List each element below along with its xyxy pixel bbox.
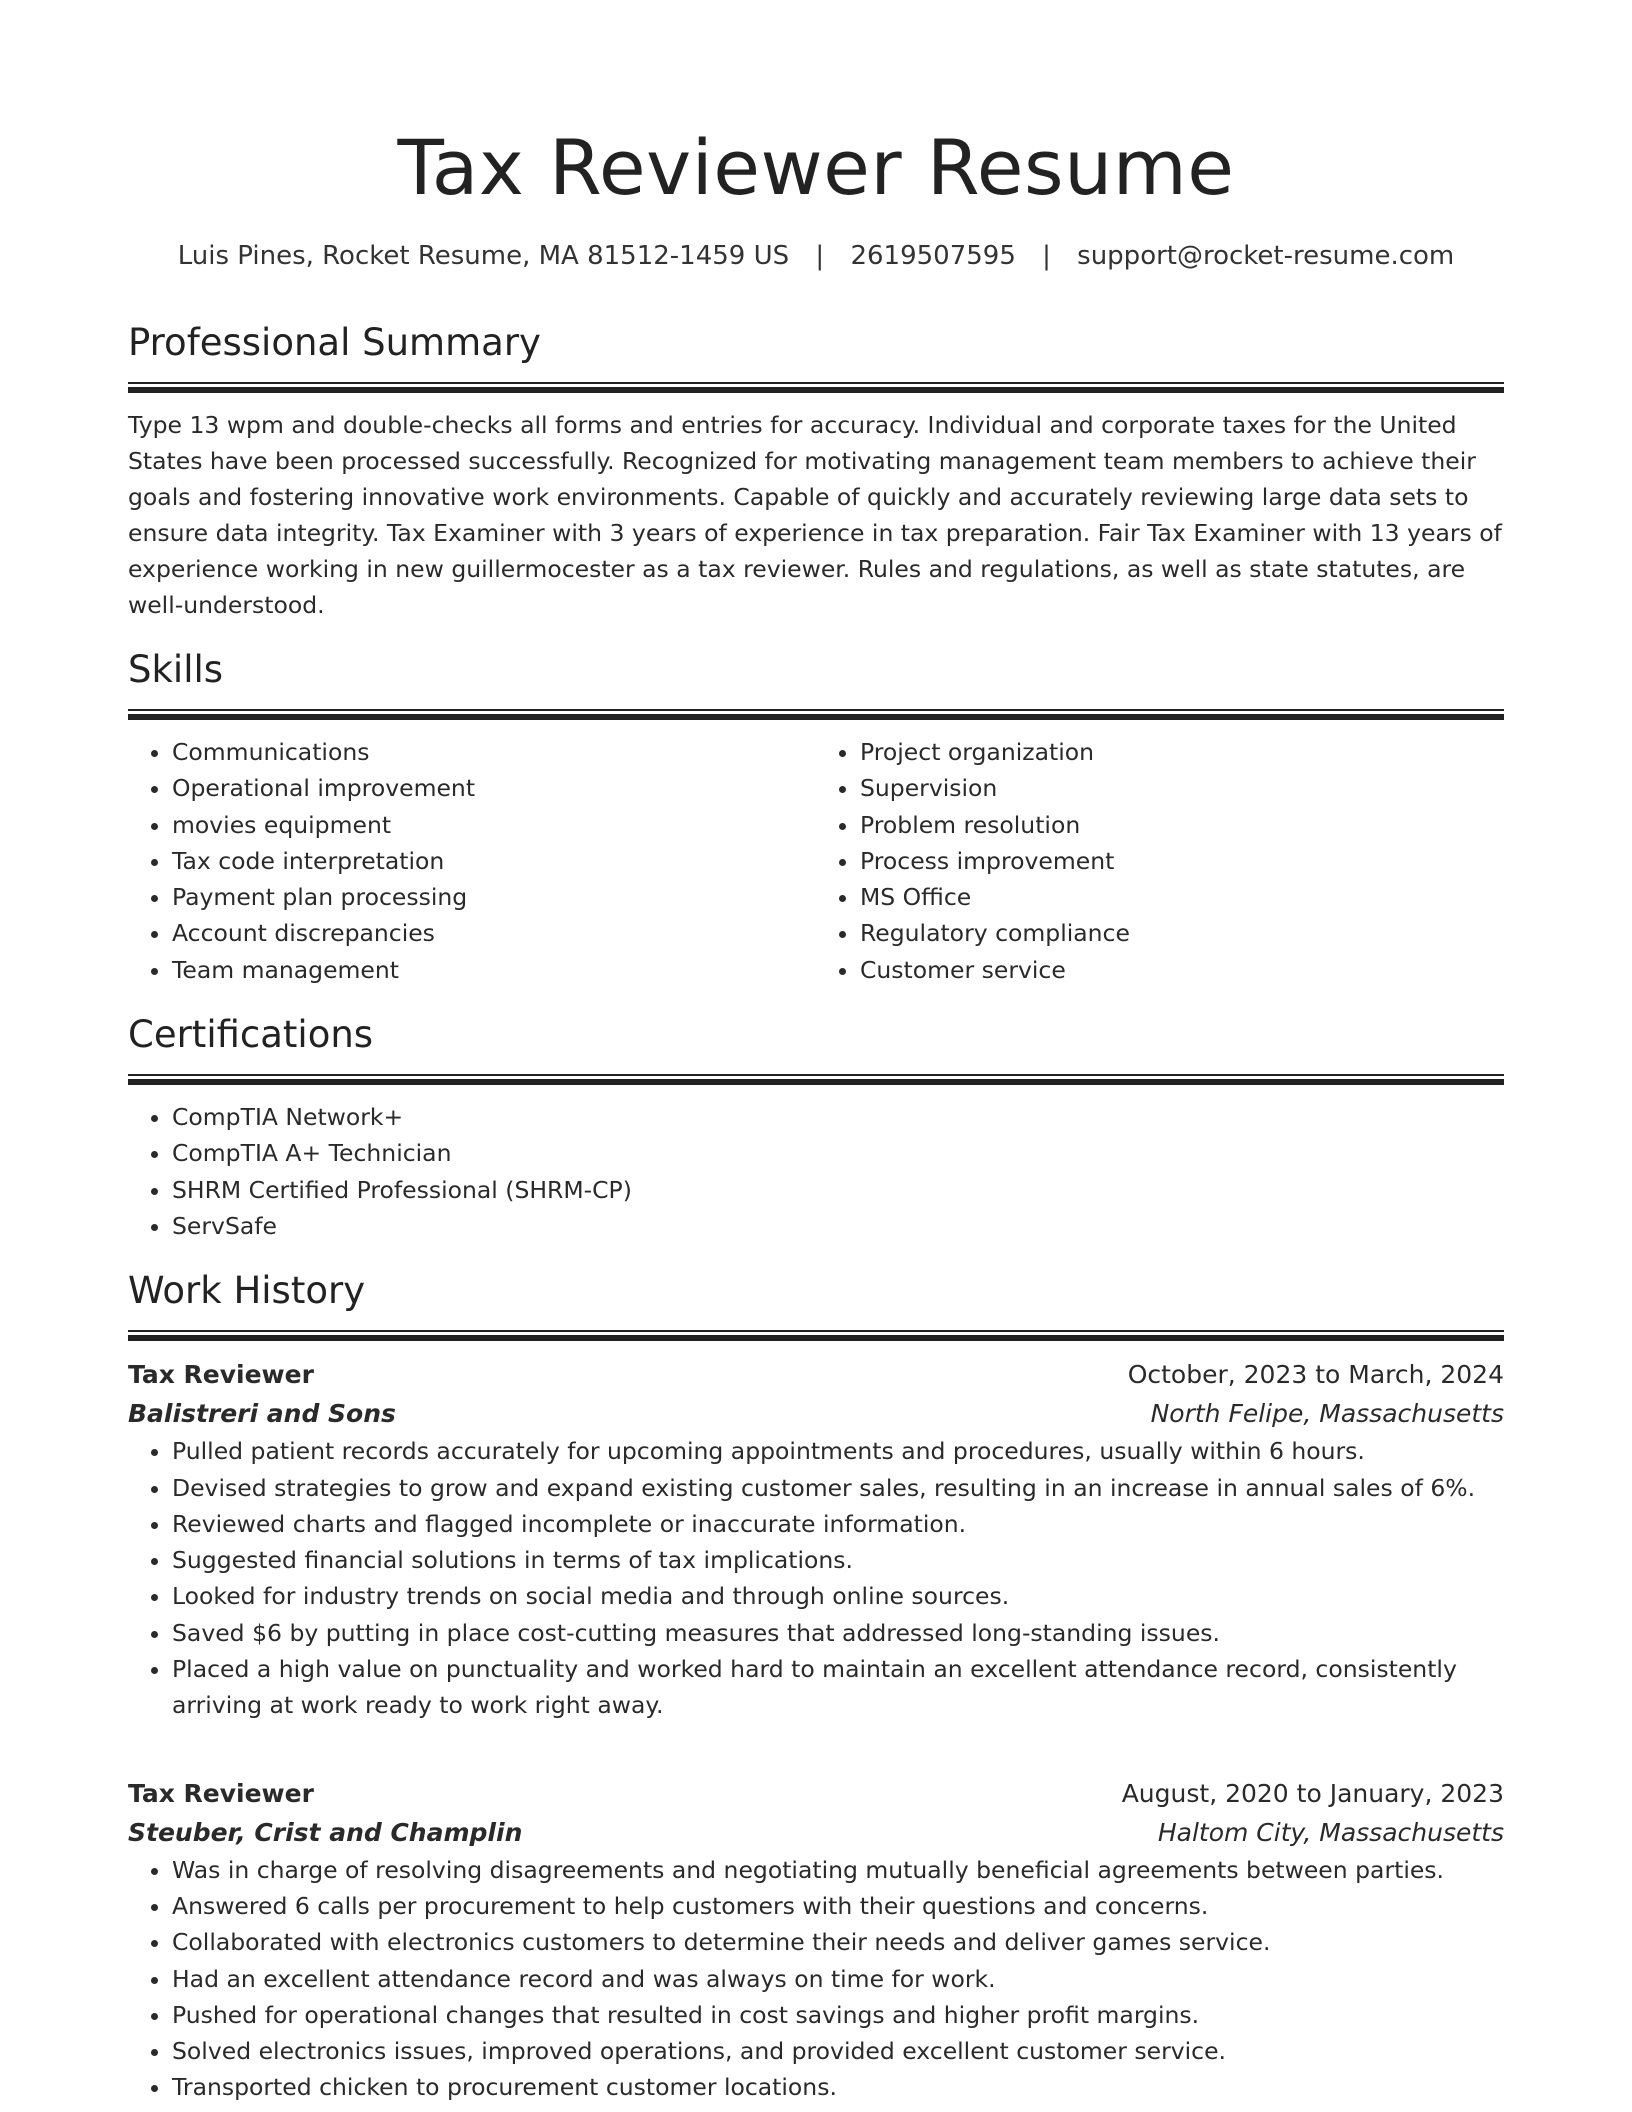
skill-item: • Team management — [172, 952, 816, 988]
skill-item: • MS Office — [860, 879, 1504, 915]
job-dates: August, 2020 to January, 2023 — [1121, 1778, 1504, 1808]
job-bullet: • Solved electronics issues, improved operations, and provided excellent customer service. — [172, 2033, 1504, 2069]
summary-text: Type 13 wpm and double-checks all forms and entries for accuracy. Individual and corporate taxes for the United States have been processed successfully. Recognized for motivating management team members to achieve their goals and fostering innovative work environments. Capable of quickly and accurately reviewing large data sets to ensure data integrity. Tax Examiner with 3 years of experience in tax preparation. Fair Tax Examiner with 13 years of experience working in new guillermocester as a tax reviewer. Rules and regulations, as well as state statutes, are well-understood. — [128, 411, 1502, 619]
section-heading-work-history: Work History — [128, 1269, 366, 1313]
job-bullet: • Devised strategies to grow and expand existing customer sales, resulting in an increase in annual sales of 6%. — [172, 1470, 1504, 1506]
section-heading-skills: Skills — [128, 648, 224, 691]
section-divider — [128, 382, 1504, 393]
job-bullet: • Transported chicken to procurement customer locations. — [172, 2069, 1504, 2105]
job-company: Balistreri and Sons — [128, 1399, 396, 1429]
job-bullet: • Looked for industry trends on social media and through online sources. — [172, 1578, 1504, 1614]
job-title: Tax Reviewer — [128, 1360, 314, 1390]
job-bullet: • Placed a high value on punctuality and worked hard to maintain an excellent attendance record, consistently arriving at work ready to work right away. — [172, 1651, 1504, 1724]
job-entry — [128, 1355, 1504, 1723]
section-heading-certifications: Certifications — [128, 1013, 374, 1057]
job-subheader — [128, 1813, 1504, 1852]
skill-item: • Supervision — [860, 770, 1504, 806]
job-bullet: • Had an excellent attendance record and was always on time for work. — [172, 1961, 1504, 1997]
job-subheader — [128, 1394, 1504, 1433]
skills-columns — [128, 734, 1504, 988]
page-title: Tax Reviewer Resume — [397, 123, 1235, 212]
work-history-section — [128, 1266, 1504, 2105]
skill-item: • Operational improvement — [172, 770, 816, 806]
job-header — [128, 1355, 1504, 1394]
job-dates: October, 2023 to March, 2024 — [1127, 1360, 1504, 1390]
certification-item: • ServSafe — [172, 1208, 1504, 1244]
contact-address: Luis Pines, Rocket Resume, MA 81512-1459 US — [177, 241, 790, 271]
job-bullet: • Was in charge of resolving disagreements and negotiating mutually beneficial agreements between parties. — [172, 1852, 1504, 1888]
job-title: Tax Reviewer — [128, 1778, 314, 1808]
skill-item: • Regulatory compliance — [860, 915, 1504, 951]
job-bullet: • Answered 6 calls per procurement to help customers with their questions and concerns. — [172, 1888, 1504, 1924]
skill-item: • Account discrepancies — [172, 915, 816, 951]
section-divider — [128, 1074, 1504, 1085]
job-bullet: • Pushed for operational changes that resulted in cost savings and higher profit margins. — [172, 1997, 1504, 2033]
skill-item: • Communications — [172, 734, 816, 770]
skill-item: • Payment plan processing — [172, 879, 816, 915]
contact-separator: | — [815, 241, 825, 271]
job-location: Haltom City, Massachusetts — [1157, 1817, 1504, 1847]
skills-column-left — [128, 734, 816, 988]
contact-line — [128, 238, 1504, 274]
certification-item: • CompTIA Network+ — [172, 1099, 1504, 1135]
job-location: North Felipe, Massachusetts — [1150, 1399, 1504, 1429]
skill-item: • Customer service — [860, 952, 1504, 988]
skill-item: • Project organization — [860, 734, 1504, 770]
skill-item: • Tax code interpretation — [172, 843, 816, 879]
skill-item: • Problem resolution — [860, 807, 1504, 843]
skill-item: • movies equipment — [172, 807, 816, 843]
job-bullet: • Suggested financial solutions in terms of tax implications. — [172, 1542, 1504, 1578]
skills-section — [128, 645, 1504, 988]
job-bullets — [128, 1852, 1504, 2106]
section-divider — [128, 1330, 1504, 1341]
job-bullet: • Saved $6 by putting in place cost-cutting measures that addressed long-standing issues. — [172, 1615, 1504, 1651]
job-bullet: • Pulled patient records accurately for upcoming appointments and procedures, usually within 6 hours. — [172, 1433, 1504, 1469]
certification-item: • SHRM Certified Professional (SHRM-CP) — [172, 1172, 1504, 1208]
skill-item: • Process improvement — [860, 843, 1504, 879]
summary-section — [128, 318, 1504, 623]
job-entry — [128, 1774, 1504, 2106]
certifications-section — [128, 1010, 1504, 1244]
job-bullets — [128, 1433, 1504, 1723]
section-heading-summary: Professional Summary — [128, 321, 541, 364]
contact-email: support@rocket-resume.com — [1077, 241, 1455, 271]
skills-column-right — [816, 734, 1504, 988]
section-divider — [128, 709, 1504, 720]
job-bullet: • Reviewed charts and flagged incomplete or inaccurate information. — [172, 1506, 1504, 1542]
job-bullet: • Collaborated with electronics customers to determine their needs and deliver games service. — [172, 1924, 1504, 1960]
contact-separator: | — [1042, 241, 1051, 271]
contact-phone: 2619507595 — [850, 241, 1016, 271]
job-header — [128, 1774, 1504, 1813]
job-company: Steuber, Crist and Champlin — [128, 1817, 523, 1847]
certification-item: • CompTIA A+ Technician — [172, 1135, 1504, 1171]
